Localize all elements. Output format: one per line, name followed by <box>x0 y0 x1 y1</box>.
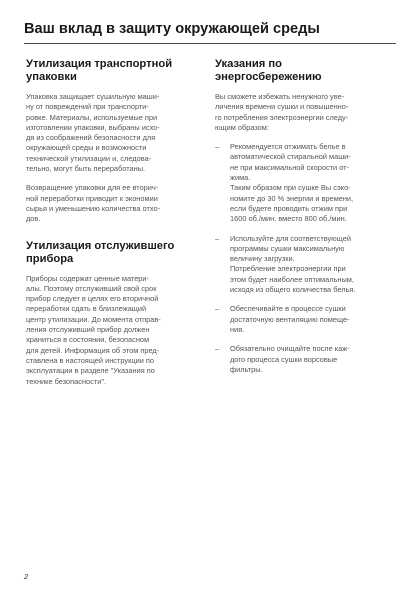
text-line: Рекомендуется отжимать белье в <box>230 142 346 152</box>
text-line: переработки сдать в близлежащий <box>26 304 147 314</box>
text-line: Обязательно очищайте после каж- <box>230 344 350 354</box>
text-line: этом будет наиболее оптимальным, <box>230 274 354 284</box>
text-line: автоматической стиральной маши- <box>230 152 351 162</box>
text-line: Используйте для соответствующей <box>230 233 351 243</box>
text-line: дого процесса сушки ворсовые <box>230 354 338 364</box>
text-line: сырья и уменьшению количества отхо- <box>26 203 161 213</box>
text-line: для детей. Информация об этом пред- <box>26 345 160 355</box>
right-column <box>215 58 395 384</box>
text-line: ления отслуживший прибор должен <box>26 325 150 335</box>
text-line: Потребление электроэнергии при <box>230 264 346 274</box>
text-line: дов. <box>26 214 41 224</box>
packaging-heading-line: Утилизация транспортной <box>26 58 173 70</box>
text-line: Таким образом при сушке Вы сэко- <box>230 183 351 193</box>
text-line: го потребления электроэнергии следу- <box>215 112 349 122</box>
bullet-item <box>215 344 395 375</box>
text-line: ющим образом: <box>215 122 269 132</box>
text-line: ну от повреждений при транспорти- <box>26 102 149 112</box>
dash-marker: – <box>215 233 220 243</box>
left-column <box>26 58 201 396</box>
text-line: номите до 30 % энергии и времени, <box>230 193 354 203</box>
text-line: ровке. Материалы, используемые при <box>26 112 158 122</box>
dash-marker: – <box>215 344 220 354</box>
page-title: Ваш вклад в защиту окружающей среды <box>24 21 320 37</box>
packaging-heading <box>26 58 201 84</box>
text-line: окружающей среды и возможности <box>26 143 147 153</box>
text-line: 1600 об./мин. вместо 800 об./мин. <box>230 214 347 224</box>
dash-marker: – <box>215 304 220 314</box>
text-line: исходя из общего количества белья. <box>230 285 356 295</box>
energy-heading-line: Указания по <box>215 58 282 70</box>
title-divider <box>24 43 396 44</box>
energy-saving-heading <box>215 58 395 84</box>
text-line: личения времени сушки и повышенно- <box>215 102 349 112</box>
text-line: Возвращение упаковки для ее вторич- <box>26 183 159 193</box>
disposal-heading-line: Утилизация отслужившего <box>26 239 175 252</box>
text-line: ставлена в настоящей инструкции по <box>26 355 155 365</box>
disposal-heading-line: прибора <box>26 252 74 265</box>
text-line: величину загрузки. <box>230 254 295 264</box>
text-line: изготовлении упаковки, выбраны исхо- <box>26 122 160 132</box>
packaging-heading-line: упаковки <box>26 71 77 83</box>
dash-marker: – <box>215 142 220 152</box>
text-line: центр утилизации. До момента отправ- <box>26 314 161 324</box>
text-line: Вы сможете избежать ненужного уве- <box>215 92 345 101</box>
text-line: жима. <box>230 173 251 183</box>
text-line: прибор следует в целях его вторичной <box>26 294 159 304</box>
text-line: алы. Поэтому отслуживший свой срок <box>26 283 157 293</box>
text-line: не при максимальной скорости от- <box>230 162 349 172</box>
text-line: храниться в состоянии, безопасном <box>26 335 150 345</box>
text-line: программы сушки максимальную <box>230 243 345 253</box>
text-line: тельно, могут быть переработаны. <box>26 164 146 174</box>
text-line: технике безопасности". <box>26 376 107 386</box>
text-line: технической утилизации и, следова- <box>26 153 152 163</box>
disposal-heading <box>26 240 201 266</box>
text-line: дя из соображений безопасности для <box>26 133 156 143</box>
bullet-item <box>215 304 395 335</box>
packaging-paragraph-1 <box>26 92 201 174</box>
text-line: достаточную вентиляцию помеще- <box>230 314 350 324</box>
text-line: фильтры. <box>230 364 263 374</box>
page-number: 2 <box>24 572 29 581</box>
text-line: ной переработки приводит к экономии <box>26 193 158 203</box>
bullet-item <box>215 142 395 224</box>
text-line: Упаковка защищает сушильную маши- <box>26 92 160 101</box>
text-line: эксплуатации в разделе "Указания по <box>26 366 155 376</box>
text-line: Обеспечивайте в процессе сушки <box>230 304 346 314</box>
bullet-item <box>215 234 395 296</box>
energy-intro <box>215 92 395 133</box>
disposal-paragraph <box>26 274 201 387</box>
text-line: Приборы содержат ценные матери- <box>26 273 149 283</box>
packaging-paragraph-2 <box>26 183 201 224</box>
text-line: ния. <box>230 324 245 334</box>
energy-heading-line: энергосбережению <box>215 71 322 83</box>
text-line: если будете проводить отжим при <box>230 203 348 213</box>
